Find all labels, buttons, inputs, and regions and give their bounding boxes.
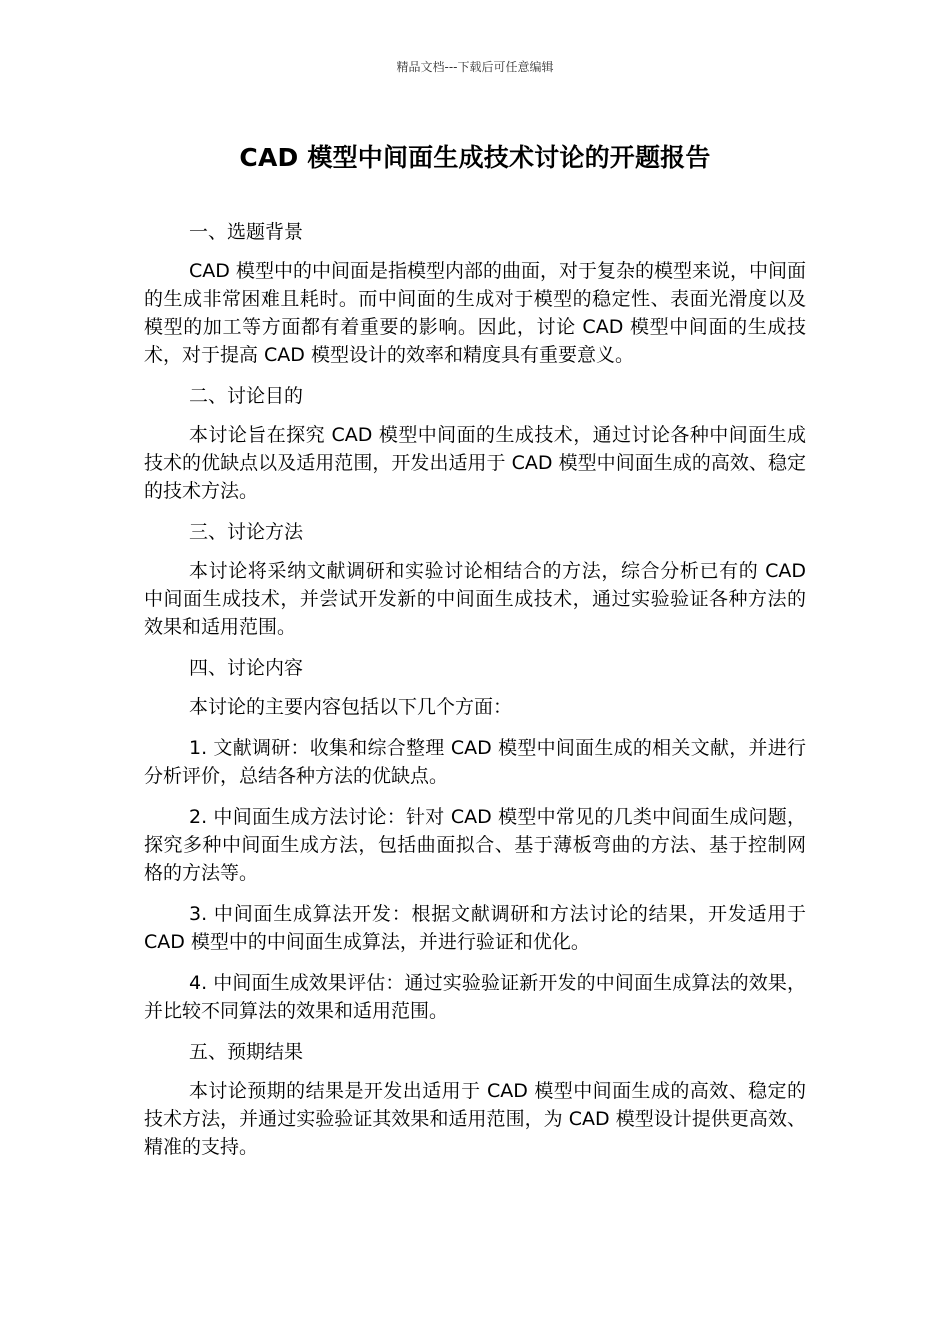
document-body	[144, 218, 806, 1174]
section-heading-purpose: 二、讨论目的	[189, 385, 304, 407]
paragraph-background: CAD 模型中的中间面是指模型内部的曲面，对于复杂的模型来说，中间面的生成非常困难且耗时。而中间面的生成对于模型的稳定性、表面光滑度以及模型的加工等方面都有着重要的影响。因此，讨论 CAD 模型中间面的生成技术，对于提高 CAD 模型设计的效率和精度具有重要意义。	[144, 260, 806, 366]
paragraph-expected-results: 本讨论预期的结果是开发出适用于 CAD 模型中间面生成的高效、稳定的技术方法，并通过实验验证其效果和适用范围，为 CAD 模型设计提供更高效、精准的支持。	[144, 1080, 806, 1158]
list-item-algorithm-development: 3. 中间面生成算法开发：根据文献调研和方法讨论的结果，开发适用于 CAD 模型中的中间面生成算法，并进行验证和优化。	[144, 903, 806, 953]
paragraph-purpose: 本讨论旨在探究 CAD 模型中间面的生成技术，通过讨论各种中间面生成技术的优缺点以及适用范围，开发出适用于 CAD 模型中间面生成的高效、稳定的技术方法。	[144, 424, 806, 502]
list-item-literature-review: 1. 文献调研：收集和综合整理 CAD 模型中间面生成的相关文献，并进行分析评价，总结各种方法的优缺点。	[144, 737, 806, 787]
list-item-method-study: 2. 中间面生成方法讨论：针对 CAD 模型中常见的几类中间面生成问题，探究多种中间面生成方法，包括曲面拟合、基于薄板弯曲的方法、基于控制网格的方法等。	[144, 806, 806, 884]
section-heading-background: 一、选题背景	[189, 221, 304, 243]
paragraph-method: 本讨论将采纳文献调研和实验讨论相结合的方法，综合分析已有的 CAD 中间面生成技术，并尝试开发新的中间面生成技术，通过实验验证各种方法的效果和适用范围。	[144, 560, 806, 638]
section-heading-content: 四、讨论内容	[189, 657, 304, 679]
document-title: CAD 模型中间面生成技术讨论的开题报告	[239, 143, 711, 172]
list-item-effect-evaluation: 4. 中间面生成效果评估：通过实验验证新开发的中间面生成算法的效果，并比较不同算法的效果和适用范围。	[144, 972, 806, 1022]
section-heading-expected-results: 五、预期结果	[189, 1041, 304, 1063]
page-header: 精品文档---下载后可任意编辑	[396, 60, 554, 74]
paragraph-content-intro: 本讨论的主要内容包括以下几个方面：	[189, 696, 513, 718]
section-heading-method: 三、讨论方法	[189, 521, 304, 543]
